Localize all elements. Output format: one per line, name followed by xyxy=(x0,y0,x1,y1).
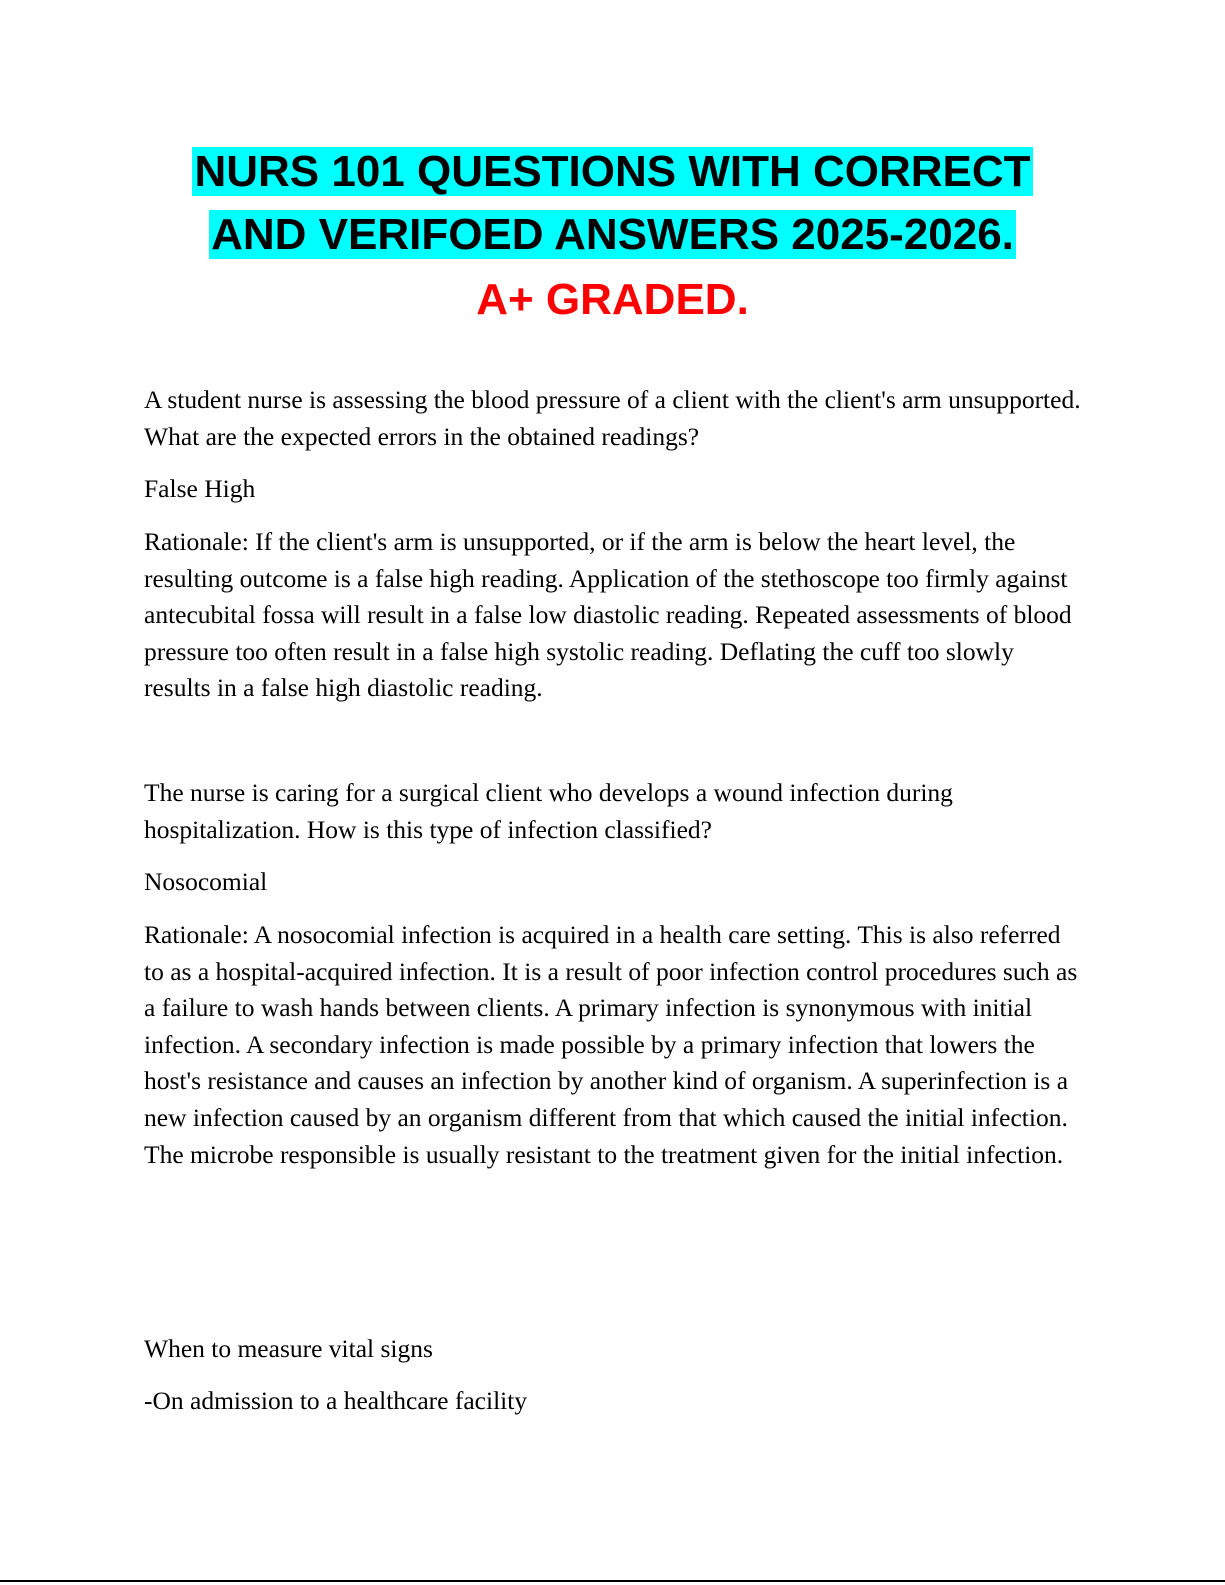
rationale-2: Rationale: A nosocomial infection is acquired in a health care setting. This is also referred to as a hospital-acquired infection. It is a result of poor infection control procedures such as a failure to wash hands between clients. A primary infection is synonymous with initial infection. A secondary infection is made possible by a primary infection that lowers the host's resistance and causes an infection by another kind of organism. A superinfection is a new infection caused by an organism different from that which caused the initial infection. The microbe responsible is usually resistant to the treatment given for the initial infection. xyxy=(144,920,1078,1169)
question-1: A student nurse is assessing the blood pressure of a client with the client's arm unsupported. What are the expected errors in the obtained readings? xyxy=(144,385,1081,451)
rationale-1: Rationale: If the client's arm is unsupported, or if the arm is below the heart level, the resulting outcome is a false high reading. Application of the stethoscope too firmly against antecubital fossa will result in a false low diastolic reading. Repeated assessments of blood pressure too often result in a false high systolic reading. Deflating the cuff too slowly results in a false high diastolic reading. xyxy=(144,527,1072,703)
question-3: When to measure vital signs xyxy=(144,1334,433,1363)
answer-1: False High xyxy=(144,474,256,503)
title-line-1-text: NURS 101 QUESTIONS WITH CORRECT xyxy=(194,147,1031,196)
answer-3: -On admission to a healthcare facility xyxy=(144,1386,528,1415)
title-line-2-text: AND VERIFOED ANSWERS 2025-2026. xyxy=(211,210,1014,259)
answer-2: Nosocomial xyxy=(144,867,268,896)
title-grade: A+ GRADED. xyxy=(476,275,749,324)
title-line-2 xyxy=(0,203,1225,266)
question-2: The nurse is caring for a surgical client who develops a wound infection during hospitalization. How is this type of infection classified? xyxy=(144,778,953,844)
title-line-1 xyxy=(0,140,1225,203)
document-title xyxy=(0,140,1225,331)
